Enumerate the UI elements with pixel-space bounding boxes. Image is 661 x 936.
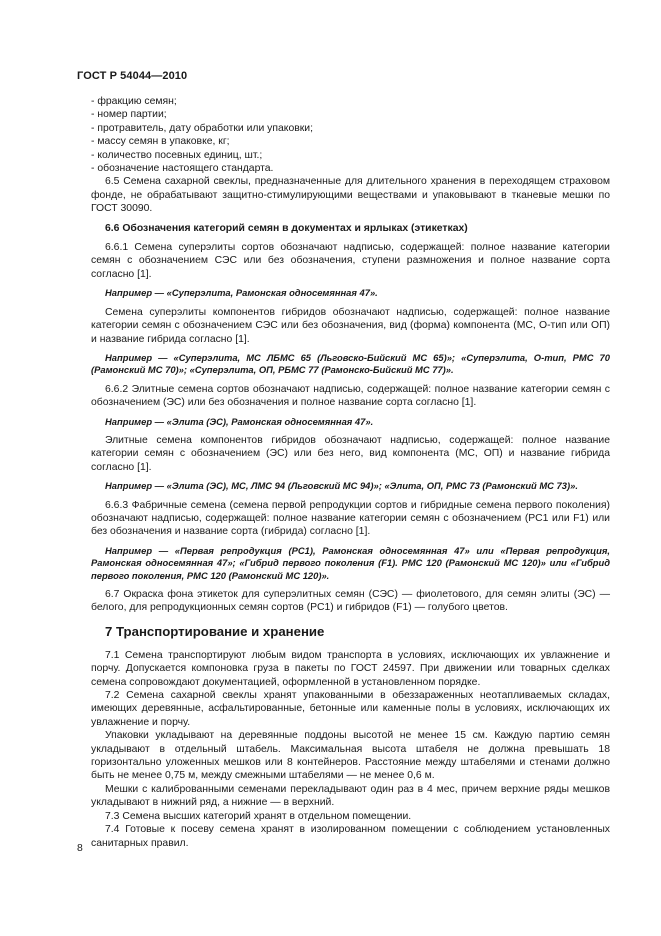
paragraph-stacking: Упаковки укладывают на деревянные поддоны высотой не менее 15 см. Каждую партию семян укладывают в отдельный штабель. Максимальная высота штабеля не должна превышать 18 горизонтально уложенных мешков или 8 контейнеров. Расстояние между штабелями и стенами должно быть не менее 0,75 м, между смежными штабелями — не менее 0,6 м. bbox=[91, 730, 610, 782]
paragraph-7-1: 7.1 Семена транспортируют любым видом транспорта в условиях, исключающих их увлажнение и порчу. Допускается компоновка груза в пакеты по ГОСТ 24597. При движении или товарных сделках семена сопровождают документацией, оформленной в установленном порядке. bbox=[91, 649, 610, 688]
page-number: 8 bbox=[77, 843, 83, 854]
paragraph-6-6-3: 6.6.3 Фабричные семена (семена первой репродукции сортов и гибридные семена первого поколения) обозначают надписью, содержащей: полное название категории семян с обозначением (РС1 или F1) или без обозначения и название сорта (гибрида) согласно [1]. bbox=[91, 499, 610, 538]
page-content bbox=[91, 95, 610, 850]
section-title-7: 7 Транспортирование и хранение bbox=[105, 623, 325, 639]
paragraph-7-3: 7.3 Семена высших категорий хранят в отдельном помещении. bbox=[105, 810, 412, 822]
list-item: - номер партии; bbox=[91, 109, 167, 121]
subsection-heading-6-6: 6.6 Обозначения категорий семян в документах и ярлыках (этикетках) bbox=[105, 222, 468, 234]
document-header: ГОСТ Р 54044—2010 bbox=[77, 70, 188, 82]
list-item: - фракцию семян; bbox=[91, 96, 177, 107]
paragraph-6-7: 6.7 Окраска фона этикеток для суперэлитных семян (СЭС) — фиолетового, для семян элиты (ЭС) — белого, для репродукционных семян сортов (РС1) и гибридов (F1) — голубого цветов. bbox=[91, 589, 610, 614]
list-item: - количество посевных единиц, шт.; bbox=[91, 149, 263, 161]
paragraph-6-5: 6.5 Семена сахарной свеклы, предназначенные для длительного хранения в переходящем страховом фонде, не обрабатывают защитно-стимулирующими веществами и упаковывают в тканевые мешки по ГОСТ 30090. bbox=[91, 176, 610, 215]
label-contents-list bbox=[91, 95, 610, 175]
paragraph-6-6-2: 6.6.2 Элитные семена сортов обозначают надписью, содержащей: полное название категории семян с обозначением (ЭС) или без обозначения и полное название сорта согласно [1]. bbox=[91, 383, 610, 409]
paragraph-7-2: 7.2 Семена сахарной свеклы хранят упакованными в обеззараженных неотапливаемых складах, имеющих деревянные, асфальтированные, бетонные или каменные полы в условиях, исключающих их увлажнение и порчу. bbox=[91, 690, 610, 728]
example-text: Например — «Суперэлита, Рамонская односемянная 47». bbox=[105, 287, 378, 299]
list-item: - массу семян в упаковке, кг; bbox=[91, 136, 230, 148]
paragraph-6-6-1: 6.6.1 Семена суперэлиты сортов обозначают надписью, содержащей: полное название категории семян с обозначением СЭС или без обозначения, ступени размножения и полное название сорта согласно [1]. bbox=[91, 242, 610, 280]
example-text: Например — «Элита (ЭС), Рамонская односемянная 47». bbox=[105, 415, 374, 427]
paragraph-bags: Мешки с калиброванными семенами перекладывают один раз в 4 мес, причем верхние ряды мешков укладывают в нижний ряд, а нижние — в верхний. bbox=[91, 783, 610, 809]
list-item: - обозначение настоящего стандарта. bbox=[91, 163, 274, 175]
example-text: Например — «Первая репродукция (РС1), Рамонская односемянная 47» или «Первая репродукция, Рамонская односемянная 47»; «Гибрид первого поколения (F1). РМС 120 (Рамонский МС 120)» или «Гибрид первого поколения, РМС 120 (Рамонский МС 120)». bbox=[91, 544, 610, 581]
paragraph-superelite-hybrid: Семена суперэлиты компонентов гибридов обозначают надписью, содержащей: полное название категории семян с обозначением СЭС или без обозначения, вид (форма) компонента (МС, О-тип или ОП) и название гибрида согласно [1]. bbox=[91, 306, 610, 345]
paragraph-7-4: 7.4 Готовые к посеву семена хранят в изолированном помещении с соблюдением установленных санитарных правил. bbox=[91, 824, 610, 849]
paragraph-elite-hybrid: Элитные семена компонентов гибридов обозначают надписью, содержащей: полное название категории семян с обозначением (ЭС) или без него, вид компонента (МС, ОП) и название гибрида согласно [1]. bbox=[91, 434, 610, 473]
example-text: Например — «Элита (ЭС), МС, ЛМС 94 (Льговский МС 94)»; «Элита, ОП, РМС 73 (Рамонский МС 73)». bbox=[105, 480, 578, 492]
list-item: - протравитель, дату обработки или упаковки; bbox=[91, 122, 313, 134]
example-text: Например — «Суперэлита, МС ЛБМС 65 (Льговско-Бийский МС 65)»; «Суперэлита, О-тип, РМС 70 (Рамонский МС 70)»; «Суперэлита, ОП, РБМС 77 (Рамонско-Бийский МС 77)». bbox=[91, 351, 610, 376]
